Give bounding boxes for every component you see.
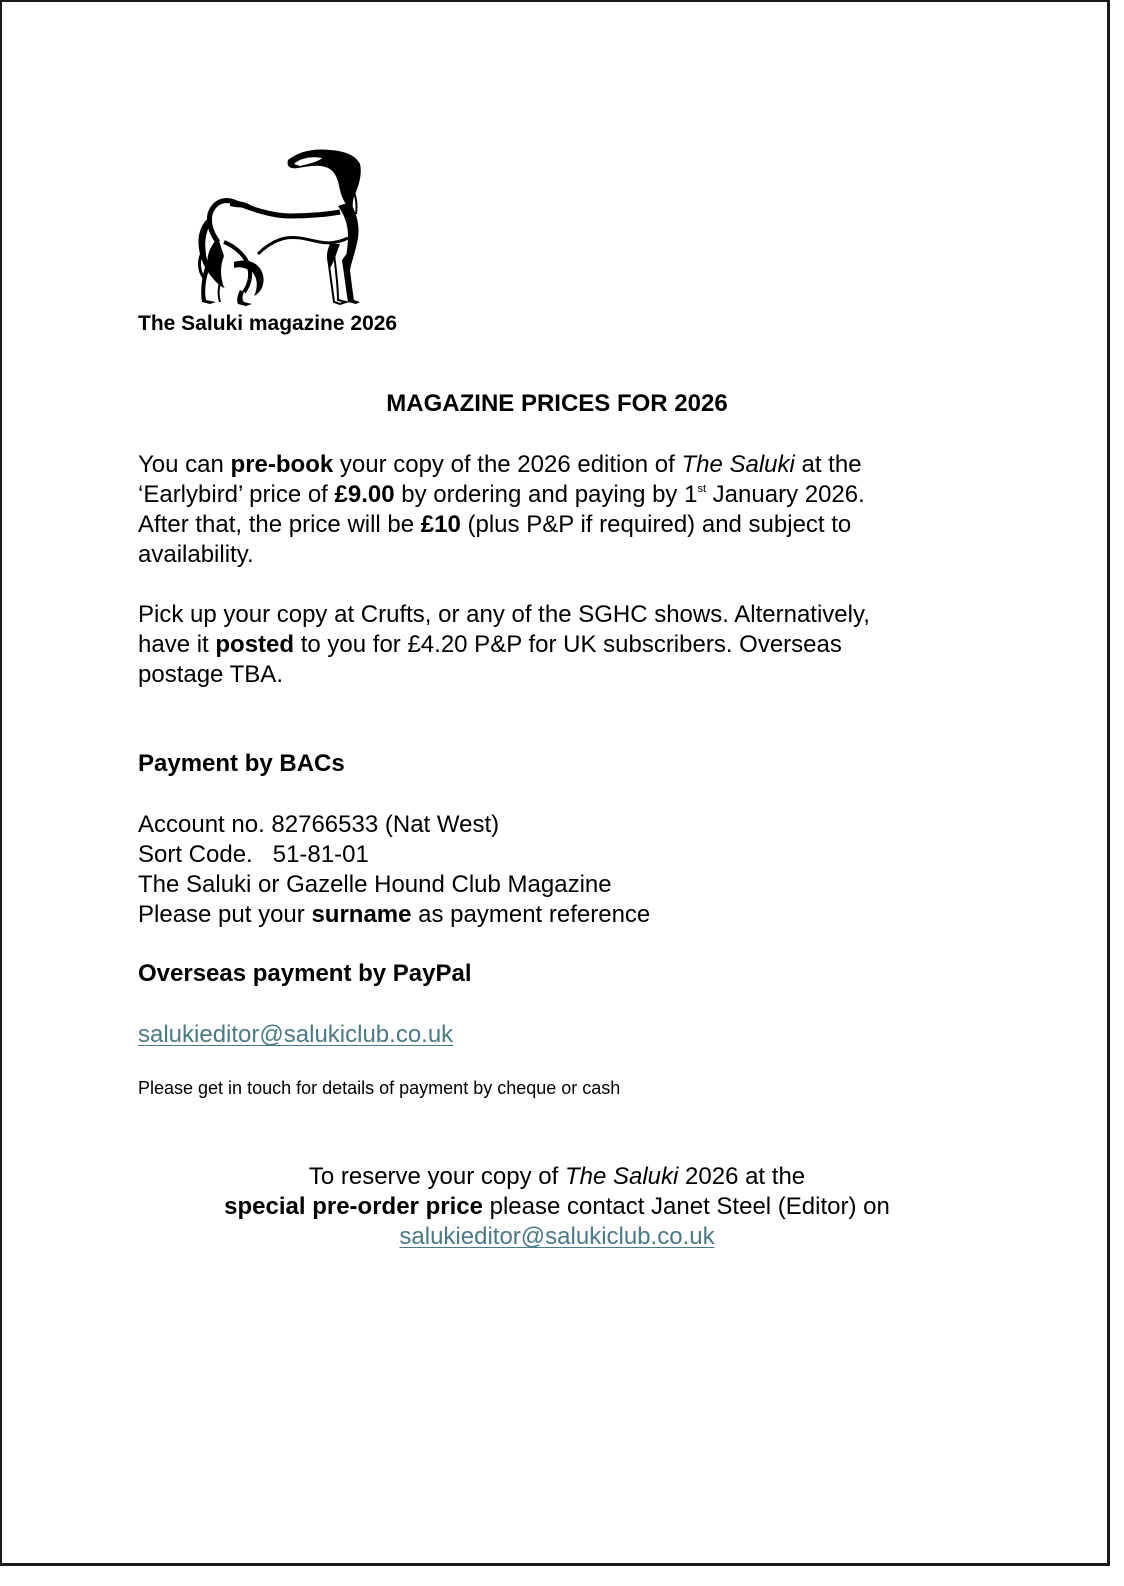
closing-text: please contact Janet Steel (Editor) on xyxy=(482,1193,890,1220)
bacs-details xyxy=(138,810,978,930)
pickup-text: have it xyxy=(138,631,216,658)
page-title: MAGAZINE PRICES FOR 2026 xyxy=(386,390,728,417)
full-price: £10 xyxy=(420,511,461,538)
reference-text: Please put your xyxy=(138,901,312,928)
intro-text: your copy of the 2026 edition of xyxy=(333,451,682,478)
ordinal-suffix: st xyxy=(697,483,707,495)
intro-text: ‘Earlybird’ price of xyxy=(138,481,335,508)
intro-text: You can xyxy=(138,451,231,478)
pickup-text: Pick up your copy at Crufts, or any of the SGHC shows. Alternatively, xyxy=(138,601,870,628)
intro-text: January 2026. xyxy=(706,481,865,508)
paypal-heading: Overseas payment by PayPal xyxy=(138,960,472,987)
closing-text: To reserve your copy of xyxy=(308,1163,565,1190)
posted-emphasis: posted xyxy=(215,631,295,658)
intro-paragraph xyxy=(138,450,978,570)
intro-text: After that, the price will be xyxy=(138,511,421,538)
account-number: Account no. 82766533 (Nat West) xyxy=(138,811,500,838)
editor-email-link[interactable]: salukieditor@salukiclub.co.uk xyxy=(399,1223,715,1250)
closing-paragraph xyxy=(2,1162,1112,1252)
surname-emphasis: surname xyxy=(311,901,412,928)
pickup-paragraph xyxy=(138,600,978,690)
magazine-title-italic: The Saluki xyxy=(564,1163,679,1190)
cheque-cash-note: Please get in touch for details of payment by cheque or cash xyxy=(138,1078,621,1098)
pickup-text: to you for £4.20 P&P for UK subscribers. Overseas xyxy=(294,631,842,658)
pickup-text: postage TBA. xyxy=(138,661,283,688)
intro-text: (plus P&P if required) and subject to xyxy=(460,511,852,538)
paypal-email-line xyxy=(138,1020,978,1050)
paypal-email-link[interactable]: salukieditor@salukiclub.co.uk xyxy=(138,1021,454,1048)
intro-text: at the xyxy=(794,451,862,478)
intro-text: availability. xyxy=(138,541,254,568)
payee-name: The Saluki or Gazelle Hound Club Magazine xyxy=(138,871,612,898)
magazine-title-italic: The Saluki xyxy=(681,451,795,478)
sort-code: Sort Code. 51-81-01 xyxy=(138,841,369,868)
intro-text: by ordering and paying by 1 xyxy=(394,481,698,508)
pre-book-emphasis: pre-book xyxy=(230,451,334,478)
logo-caption: The Saluki magazine 2026 xyxy=(138,312,398,335)
bacs-heading: Payment by BACs xyxy=(138,750,345,777)
closing-text: 2026 at the xyxy=(678,1163,806,1190)
saluki-dog-icon xyxy=(190,142,370,308)
reference-text: as payment reference xyxy=(411,901,651,928)
pre-order-price-emphasis: special pre-order price xyxy=(224,1193,483,1220)
earlybird-price: £9.00 xyxy=(334,481,395,508)
